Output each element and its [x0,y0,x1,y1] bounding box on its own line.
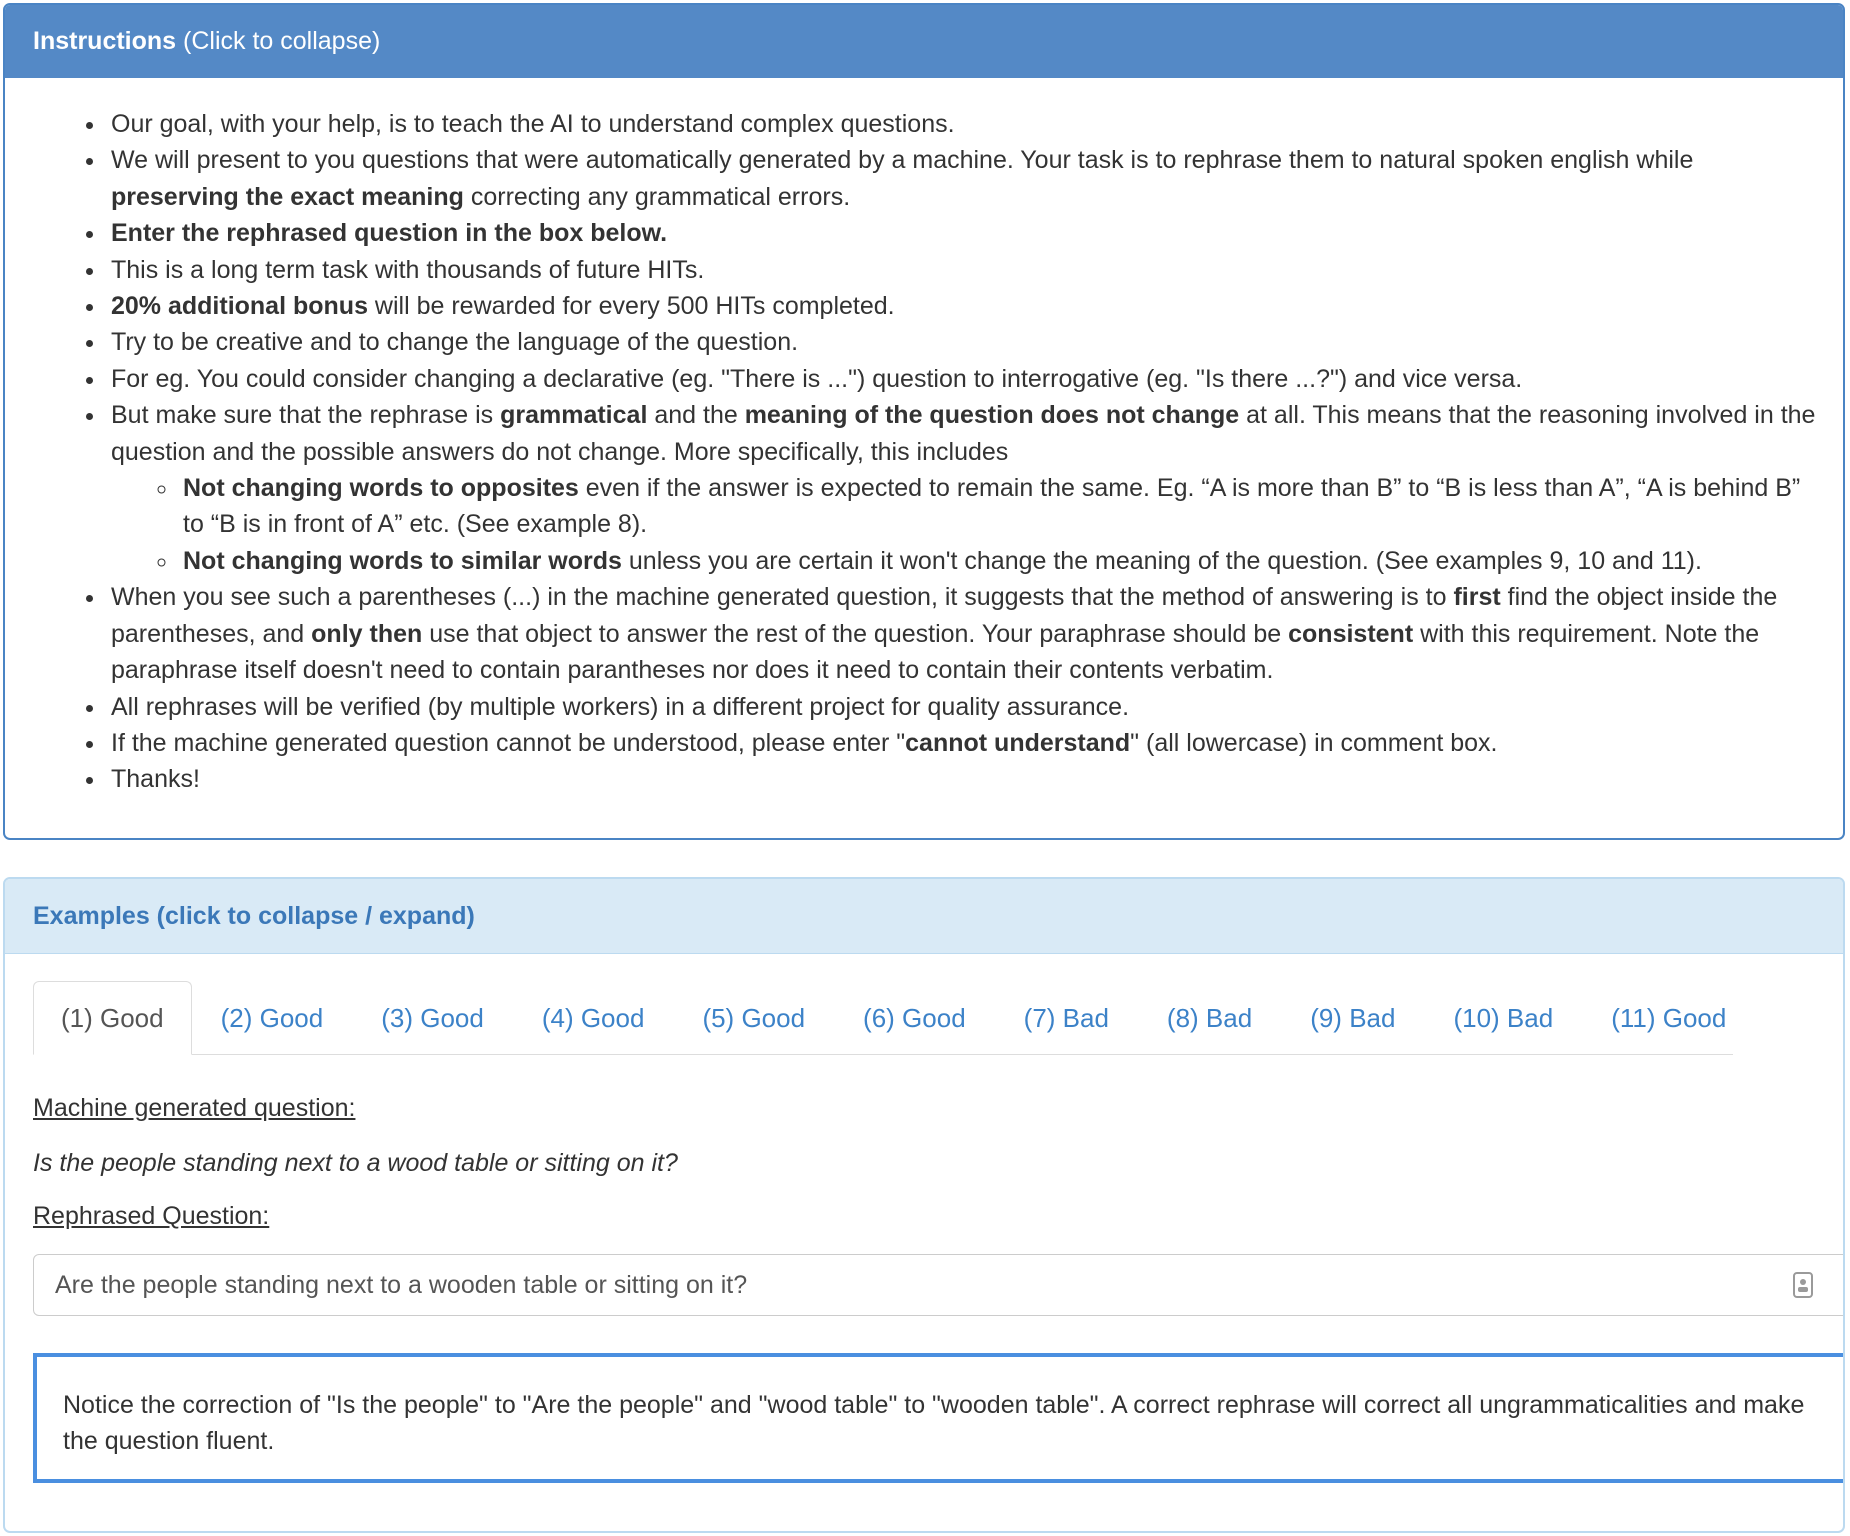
instruction-item [107,142,1823,215]
instruction-item [107,689,1823,725]
contact-card-icon [1792,1271,1814,1299]
example-tabs [33,981,1733,1055]
instructions-toggle-hint: (Click to collapse) [176,27,381,55]
instruction-text: When you see such a parentheses (...) in the machine generated question, it suggests that the method of answering is to [111,583,1454,612]
instruction-text: correcting any grammatical errors. [463,182,851,211]
examples-body [5,981,1843,1483]
instruction-item [107,397,1823,579]
instruction-text: with this requirement. Note the paraphrase itself doesn't need to contain parantheses nor does it need to contain their contents verbatim. [111,619,1760,685]
instruction-item [107,761,1823,797]
instruction-emphasis: Not changing words to opposites [183,474,579,503]
tab-example-8[interactable]: (8) Bad [1166,1003,1253,1033]
instruction-text: This is a long term task with thousands of future HITs. [111,255,705,284]
tab-example-7[interactable]: (7) Bad [1023,1003,1109,1033]
tab-example-11[interactable]: (11) Good [1611,1003,1727,1033]
instruction-text: even if the answer is expected to remain the same. Eg. “A is more than B” to “B is less than A”, “A is behind B” to “B is in front of A” etc. (See example 8). [183,474,1801,539]
instruction-emphasis: preserving the exact meaning [111,182,464,211]
instruction-text: But make sure that the rephrase is [111,401,501,430]
instructions-panel [3,3,1845,840]
instructions-list [25,106,1823,798]
machine-question: Is the people standing next to a wood table or sitting on it? [33,1149,678,1177]
tab-example-10[interactable]: (10) Bad [1453,1003,1554,1033]
instruction-item [107,252,1823,288]
instruction-item [107,324,1823,360]
instruction-emphasis: Not changing words to similar words [183,546,622,575]
instruction-item [107,579,1823,688]
tab-example-4[interactable]: (4) Good [541,1003,645,1033]
instruction-text: unless you are certain it won't change the meaning of the question. (See examples 9, 10 and 11). [621,546,1702,575]
instruction-text: Thanks! [111,765,200,794]
instruction-item [107,361,1823,397]
tab-example-9[interactable]: (9) Bad [1310,1003,1396,1033]
examples-panel [3,877,1845,1533]
instruction-emphasis: only then [311,619,423,648]
instruction-text: Try to be creative and to change the language of the question. [111,328,799,357]
rephrased-question-value: Are the people standing next to a wooden table or sitting on it? [55,1271,748,1299]
tab-example-2[interactable]: (2) Good [220,1003,324,1033]
instruction-item [107,215,1823,251]
tab-example-5[interactable]: (5) Good [702,1003,806,1033]
instruction-text: use that object to answer the rest of the question. Your paraphrase should be [422,619,1289,648]
instruction-emphasis: first [1453,583,1501,612]
instruction-emphasis: cannot understand [905,728,1131,757]
instruction-text: at all. This means that the reasoning involved in the question and the possible answers do not change. More specifically, this includes [111,401,1816,466]
rephrased-question-label: Rephrased Question: [33,1202,270,1230]
instructions-body [5,78,1843,798]
instruction-emphasis: Enter the rephrased question in the box below. [111,219,668,248]
instruction-sublist [111,470,1823,579]
instruction-emphasis: 20% additional bonus [111,292,368,321]
instruction-item [107,288,1823,324]
instruction-text: We will present to you questions that were automatically generated by a machine. Your task is to rephrase them to natural spoken english while [111,146,1694,175]
instruction-text: find the object inside the parentheses, and [111,583,1778,648]
instruction-item [107,106,1823,142]
instruction-text: For eg. You could consider changing a declarative (eg. "There is ...") question to interrogative (eg. "Is there ...?") and vice versa. [111,364,1523,393]
instruction-subitem [179,470,1823,543]
instruction-emphasis: consistent [1288,619,1414,648]
instruction-text: will be rewarded for every 500 HITs completed. [367,292,895,321]
instruction-text: If the machine generated question cannot be understood, please enter " [111,728,906,757]
examples-header[interactable]: Examples (click to collapse / expand) [5,879,1843,954]
instruction-text: Our goal, with your help, is to teach the AI to understand complex questions. [111,110,955,138]
tab-example-3[interactable]: (3) Good [381,1003,484,1033]
machine-question-label: Machine generated question: [33,1094,356,1122]
example-explanation-note: Notice the correction of "Is the people" to "Are the people" and "wood table" to "wooden table". A correct rephrase will correct all ungrammaticalities and make the question fluent. [33,1353,1845,1483]
rephrased-question-field[interactable] [33,1254,1845,1316]
instructions-title: Instructions [33,27,177,55]
instruction-text: All rephrases will be verified (by multiple workers) in a different project for quality assurance. [111,692,1130,721]
tab-example-6[interactable]: (6) Good [863,1003,966,1033]
instruction-text: and the [647,401,745,430]
instruction-text: " (all lowercase) in comment box. [1130,728,1498,757]
instruction-subitem [179,543,1823,579]
instruction-emphasis: grammatical [500,401,648,430]
tab-example-1[interactable]: (1) Good [33,981,192,1055]
instructions-header[interactable] [5,5,1843,78]
instruction-item [107,725,1823,761]
instruction-emphasis: meaning of the question does not change [744,401,1240,430]
